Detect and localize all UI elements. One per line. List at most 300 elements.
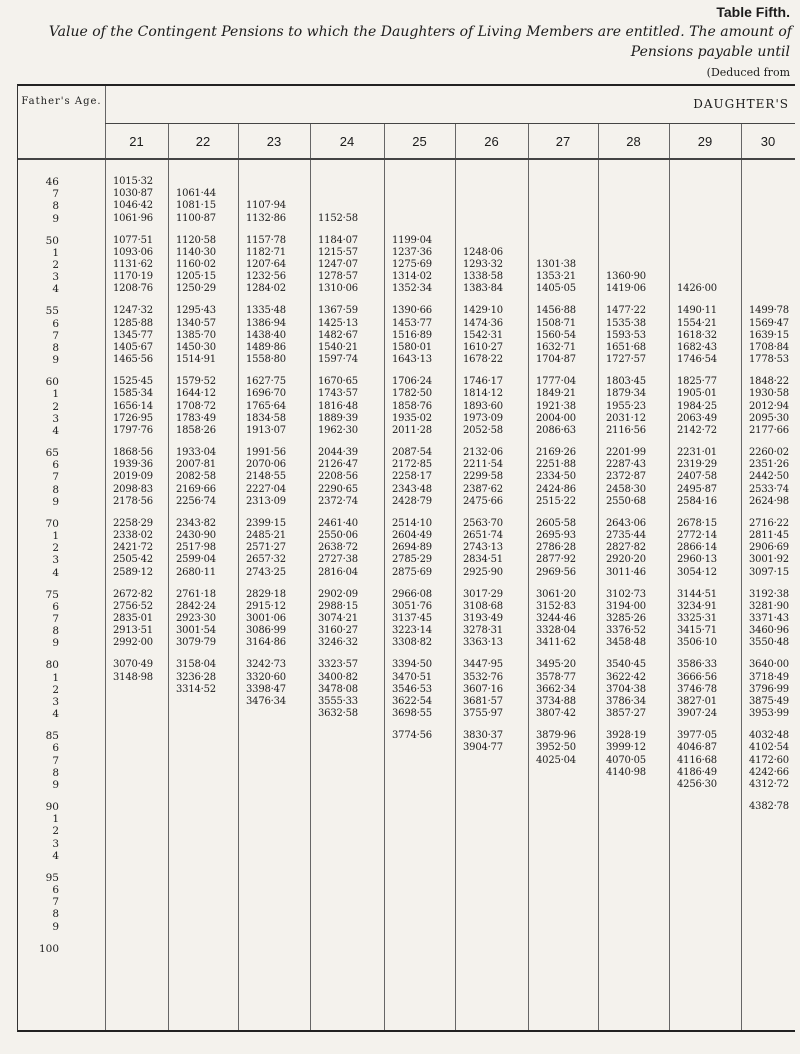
table-subtitle: (Deduced from [706,66,790,79]
value-cell: 1542·31 [463,329,503,341]
value-cell: 1284·02 [246,283,286,295]
value-cell: 1643·13 [392,354,432,366]
value-cell: 3308·82 [392,637,432,649]
value-cell: 2743·25 [246,566,286,578]
value-cell: 1250·29 [176,283,216,295]
value-cell: 2011·28 [392,425,432,436]
value-cell: 1157·78 [246,234,286,246]
value-cell: 3555·33 [318,696,358,707]
value-cell: 2925·90 [463,566,503,578]
value-cell: 2258·29 [113,517,153,529]
column-divider [310,123,311,1030]
value-cell: 1893·60 [463,400,503,412]
value-cell: 1610·27 [463,342,503,353]
value-cell: 2098·83 [113,483,153,495]
value-cell: 2178·56 [113,495,153,507]
value-cell: 1152·58 [318,212,358,224]
value-cell: 1247·07 [318,259,358,270]
value-cell: 2211·54 [463,459,503,471]
value-cell: 1386·94 [246,317,286,329]
value-cell: 1199·04 [392,234,432,246]
value-cell: 1868·56 [113,447,153,458]
column-header: 23 [266,134,282,149]
value-cell: 1295·43 [176,305,216,317]
father-age-cell: 8 [52,625,59,638]
father-age-cell: 6 [52,884,59,896]
value-cell: 1107·94 [246,200,286,212]
value-cell: 1385·70 [176,329,216,341]
value-cell: 4025·04 [536,754,576,766]
value-cell: 4102·54 [749,742,789,754]
value-cell: 2835·01 [113,613,153,624]
value-cell: 1081·15 [176,200,216,212]
value-cell: 3158·04 [176,659,216,671]
father-age-cell: 8 [52,483,59,496]
value-cell: 2052·58 [463,425,503,436]
value-cell: 1340·57 [176,317,216,329]
father-age-cell: 6 [52,742,59,755]
value-cell: 1030·87 [113,188,153,200]
value-cell: 3244·46 [536,613,576,624]
value-cell: 3774·56 [392,730,432,742]
value-cell: 1465·56 [113,354,153,366]
value-cell: 2256·74 [176,495,216,507]
value-cell: 2992·00 [113,637,153,649]
value-cell: 2515·22 [536,495,576,507]
column-divider [455,123,456,1030]
value-cell: 3411·62 [536,637,576,649]
father-age-cell: 65 [45,447,59,459]
value-cell: 4140·98 [606,766,646,778]
father-age-cell: 9 [52,354,59,367]
value-cell: 1383·84 [463,283,503,295]
value-cell: 2829·18 [246,588,286,600]
father-age-cell: 1 [52,246,59,259]
value-cell: 3928·19 [606,730,646,742]
father-age-cell: 6 [52,317,59,330]
value-cell: 1558·80 [246,354,286,366]
value-cell: 3164·86 [246,637,286,649]
father-age-cell: 7 [52,329,59,342]
value-cell: 2012·94 [749,400,789,412]
value-cell: 2811·45 [749,530,789,541]
father-age-cell: 3 [52,696,59,708]
value-cell: 2624·98 [749,495,789,507]
value-cell: 1849·21 [536,388,576,400]
value-cell: 1314·02 [392,271,432,283]
value-cell: 2351·26 [749,459,789,471]
value-cell: 3977·05 [677,730,717,742]
value-cell: 4186·49 [677,766,717,778]
value-cell: 3017·29 [463,588,503,600]
column-divider [238,123,239,1030]
value-cell: 3999·12 [606,742,646,754]
value-cell: 3246·32 [318,637,358,649]
father-age-cell: 50 [45,234,59,247]
value-cell: 2063·49 [677,412,717,424]
value-cell: 3622·54 [392,696,432,707]
value-cell: 1913·07 [246,425,286,436]
value-cell: 1991·56 [246,447,286,458]
value-cell: 3051·76 [392,600,432,612]
value-cell: 1170·19 [113,271,153,283]
value-cell: 2485·21 [246,530,286,541]
value-cell: 2442·50 [749,471,789,483]
value-cell: 2816·04 [318,566,358,578]
value-cell: 1131·62 [113,259,153,270]
value-cell: 3495·20 [536,659,576,671]
value-cell: 1525·45 [113,376,153,388]
value-cell: 2495·87 [677,483,717,495]
value-cell: 1554·21 [677,317,717,329]
value-cell: 1678·22 [463,354,503,366]
value-cell: 1726·95 [113,412,153,424]
father-age-cell: 85 [45,730,59,743]
value-cell: 2142·72 [677,425,717,436]
value-cell: 2913·51 [113,625,153,637]
value-cell: 2172·85 [392,459,432,471]
value-cell: 3458·48 [606,637,646,649]
value-cell: 1973·09 [463,412,503,424]
value-cell: 1093·06 [113,246,153,258]
value-cell: 1516·89 [392,329,432,341]
father-age-cell: 7 [52,613,59,625]
value-cell: 3376·52 [606,625,646,637]
value-cell: 1834·58 [246,412,286,424]
value-cell: 1456·88 [536,305,576,317]
value-cell: 3698·55 [392,708,432,720]
daughters-age-header: DAUGHTER'S [693,97,789,111]
value-cell: 1438·40 [246,329,286,341]
value-cell: 2086·63 [536,425,576,436]
value-cell: 2258·17 [392,471,432,483]
father-age-cell: 1 [52,388,59,401]
value-cell: 2756·52 [113,600,153,612]
value-cell: 1207·64 [246,259,286,270]
value-cell: 2372·87 [606,471,646,483]
value-cell: 2514·10 [392,517,432,529]
value-cell: 2550·68 [606,495,646,507]
value-cell: 3148·98 [113,671,153,683]
value-cell: 3192·38 [749,588,789,600]
value-cell: 1405·67 [113,342,153,353]
value-cell: 2571·27 [246,542,286,554]
value-cell: 3102·73 [606,588,646,600]
value-cell: 2132·06 [463,447,503,458]
value-cell: 2842·24 [176,600,216,612]
value-cell: 1237·36 [392,246,432,258]
value-cell: 1367·59 [318,305,358,317]
column-divider [168,123,169,1030]
value-cell: 3907·24 [677,708,717,720]
value-cell: 1390·66 [392,305,432,317]
father-age-cell: 6 [52,459,59,472]
value-cell: 2772·14 [677,530,717,541]
value-cell: 1182·71 [246,246,286,258]
value-cell: 1639·15 [749,329,789,341]
column-divider [669,123,670,1030]
father-age-cell: 1 [52,530,59,542]
father-age-cell: 9 [52,779,59,791]
value-cell: 2960·13 [677,554,717,566]
value-cell: 2923·30 [176,613,216,624]
value-cell: 3578·77 [536,671,576,683]
value-cell: 2834·51 [463,554,503,566]
value-cell: 2319·29 [677,459,717,471]
column-header: 22 [195,134,211,149]
value-cell: 2643·06 [606,517,646,529]
value-cell: 2920·20 [606,554,646,566]
value-cell: 2227·04 [246,483,286,495]
father-age-cell: 6 [52,600,59,613]
value-cell: 1140·30 [176,246,216,258]
value-cell: 3194·00 [606,600,646,612]
value-cell: 2148·55 [246,471,286,483]
value-cell: 2116·56 [606,425,646,436]
value-cell: 3371·43 [749,613,789,624]
value-cell: 4242·66 [749,766,789,778]
value-cell: 1670·65 [318,376,358,388]
father-age-cell: 2 [52,400,59,413]
value-cell: 3622·42 [606,671,646,683]
value-cell: 3160·27 [318,625,358,637]
value-cell: 3152·83 [536,600,576,612]
value-cell: 1783·49 [176,412,216,424]
value-cell: 3400·82 [318,671,358,683]
column-header: 28 [626,134,641,149]
value-cell: 1580·01 [392,342,432,353]
father-age-cell: 55 [45,305,59,318]
value-cell: 3506·10 [677,637,717,649]
father-age-header: Father's Age. [21,96,102,107]
value-cell: 1499·78 [749,305,789,317]
value-cell: 3807·42 [536,708,576,720]
column-header: 21 [129,134,144,149]
value-cell: 1301·38 [536,259,576,270]
header-divider [105,123,795,124]
father-age-cell: 9 [52,920,59,933]
value-cell: 1429·10 [463,305,503,317]
value-cell: 1777·04 [536,376,576,388]
value-cell: 2430·90 [176,530,216,541]
value-cell: 1962·30 [318,425,358,436]
value-cell: 2019·09 [113,471,153,483]
value-cell: 2177·66 [749,425,789,436]
value-cell: 2827·82 [606,542,646,554]
value-cell: 3054·12 [677,566,717,578]
father-age-cell: 1 [52,813,59,826]
value-cell: 2461·40 [318,517,358,529]
value-cell: 1061·44 [176,188,216,200]
value-cell: 1825·77 [677,376,717,388]
value-cell: 2031·12 [606,412,646,424]
value-cell: 2399·15 [246,517,286,529]
value-cell: 1419·06 [606,283,646,295]
value-cell: 3734·88 [536,696,576,707]
father-age-cell: 4 [52,425,59,437]
value-cell: 2902·09 [318,588,358,600]
value-cell: 3540·45 [606,659,646,671]
value-cell: 3857·27 [606,708,646,720]
value-cell: 1682·43 [677,342,717,353]
value-cell: 1208·76 [113,283,153,295]
value-cell: 2680·11 [176,566,216,578]
column-header: 26 [484,134,499,149]
value-cell: 3079·79 [176,637,216,649]
value-cell: 1704·87 [536,354,576,366]
value-cell: 3460·96 [749,625,789,637]
value-cell: 1579·52 [176,376,216,388]
father-age-cell: 8 [52,342,59,354]
value-cell: 1338·58 [463,271,503,283]
value-cell: 1205·15 [176,271,216,283]
value-cell: 3470·51 [392,671,432,683]
value-cell: 3011·46 [606,566,646,578]
father-age-cell: 2 [52,825,59,838]
father-age-cell: 60 [45,376,59,389]
value-cell: 1293·32 [463,259,503,270]
value-cell: 2007·81 [176,459,216,471]
column-header: 25 [412,134,427,149]
value-cell: 2550·06 [318,530,358,541]
value-cell: 3607·16 [463,683,503,695]
value-cell: 1477·22 [606,305,646,317]
father-age-cell: 75 [45,588,59,601]
value-cell: 1450·30 [176,342,216,353]
value-cell: 3193·49 [463,613,503,624]
value-cell: 2290·65 [318,483,358,495]
value-cell: 1453·77 [392,317,432,329]
value-cell: 2260·02 [749,447,789,458]
value-cell: 3001·54 [176,625,216,637]
value-cell: 3718·49 [749,671,789,683]
value-cell: 1708·84 [749,342,789,353]
value-cell: 2095·30 [749,412,789,424]
value-cell: 1797·76 [113,425,153,436]
value-cell: 4312·72 [749,779,789,790]
value-cell: 3586·33 [677,659,717,671]
value-cell: 2169·26 [536,447,576,458]
value-cell: 1765·64 [246,400,286,412]
father-age-cell: 46 [45,176,59,188]
value-cell: 3108·68 [463,600,503,612]
value-cell: 1696·70 [246,388,286,400]
value-cell: 2458·30 [606,483,646,495]
value-cell: 1247·32 [113,305,153,317]
value-cell: 3285·26 [606,613,646,624]
father-age-cell: 2 [52,542,59,555]
value-cell: 2004·00 [536,412,576,424]
father-age-cell: 90 [45,801,59,813]
value-cell: 2126·47 [318,459,358,471]
value-cell: 1814·12 [463,388,503,400]
value-cell: 3278·31 [463,625,503,637]
column-divider [384,123,385,1030]
value-cell: 1955·23 [606,400,646,412]
value-cell: 2605·58 [536,517,576,529]
value-cell: 3070·49 [113,659,153,671]
value-cell: 4382·78 [749,801,789,812]
value-cell: 1278·57 [318,271,358,283]
value-cell: 4070·05 [606,754,646,766]
value-cell: 3074·21 [318,613,358,624]
value-cell: 1879·34 [606,388,646,400]
value-cell: 1803·45 [606,376,646,388]
father-age-cell: 2 [52,683,59,696]
value-cell: 2424·86 [536,483,576,495]
value-cell: 2517·98 [176,542,216,554]
value-cell: 1425·13 [318,317,358,329]
value-cell: 2475·66 [463,495,503,507]
value-cell: 3830·37 [463,730,503,742]
value-cell: 3242·73 [246,659,286,671]
value-cell: 3328·04 [536,625,576,637]
value-cell: 3086·99 [246,625,286,637]
value-cell: 1352·34 [392,283,432,295]
value-cell: 3236·28 [176,671,216,683]
value-cell: 3001·92 [749,554,789,566]
value-cell: 2299·58 [463,471,503,483]
father-age-cell: 7 [52,754,59,767]
father-age-cell: 95 [45,871,59,884]
value-cell: 1569·47 [749,317,789,329]
value-cell: 1746·17 [463,376,503,388]
value-cell: 1939·36 [113,459,153,471]
value-cell: 1935·02 [392,412,432,424]
father-age-cell: 8 [52,200,59,213]
value-cell: 2599·04 [176,554,216,566]
value-cell: 2421·72 [113,542,153,554]
value-cell: 1077·51 [113,234,153,246]
value-cell: 2428·79 [392,495,432,507]
table-number: Table Fifth. [716,4,790,20]
father-age-cell: 4 [52,566,59,579]
value-cell: 3532·76 [463,671,503,683]
value-cell: 2313·09 [246,495,286,507]
value-cell: 3827·01 [677,696,717,707]
value-cell: 3061·20 [536,588,576,600]
value-cell: 1061·96 [113,212,153,224]
value-cell: 1651·68 [606,342,646,353]
value-cell: 2906·69 [749,542,789,554]
value-cell: 3398·47 [246,683,286,695]
header-rule [18,158,795,160]
value-cell: 1482·67 [318,329,358,341]
value-cell: 2694·89 [392,542,432,554]
value-cell: 4032·48 [749,730,789,742]
value-cell: 1335·48 [246,305,286,317]
value-cell: 1585·34 [113,388,153,400]
value-cell: 1285·88 [113,317,153,329]
value-cell: 3640·00 [749,659,789,671]
value-cell: 3394·50 [392,659,432,671]
value-cell: 3097·15 [749,566,789,578]
value-cell: 1778·53 [749,354,789,366]
value-cell: 1848·22 [749,376,789,388]
father-age-cell: 7 [52,471,59,484]
value-cell: 4046·87 [677,742,717,754]
value-cell: 2505·42 [113,554,153,566]
value-cell: 2786·28 [536,542,576,554]
value-cell: 3137·45 [392,613,432,624]
value-cell: 1132·86 [246,212,286,224]
value-cell: 2533·74 [749,483,789,495]
value-cell: 1782·50 [392,388,432,400]
father-age-cell: 9 [52,495,59,508]
value-cell: 1930·58 [749,388,789,400]
value-cell: 2743·13 [463,542,503,554]
value-cell: 1644·12 [176,388,216,400]
